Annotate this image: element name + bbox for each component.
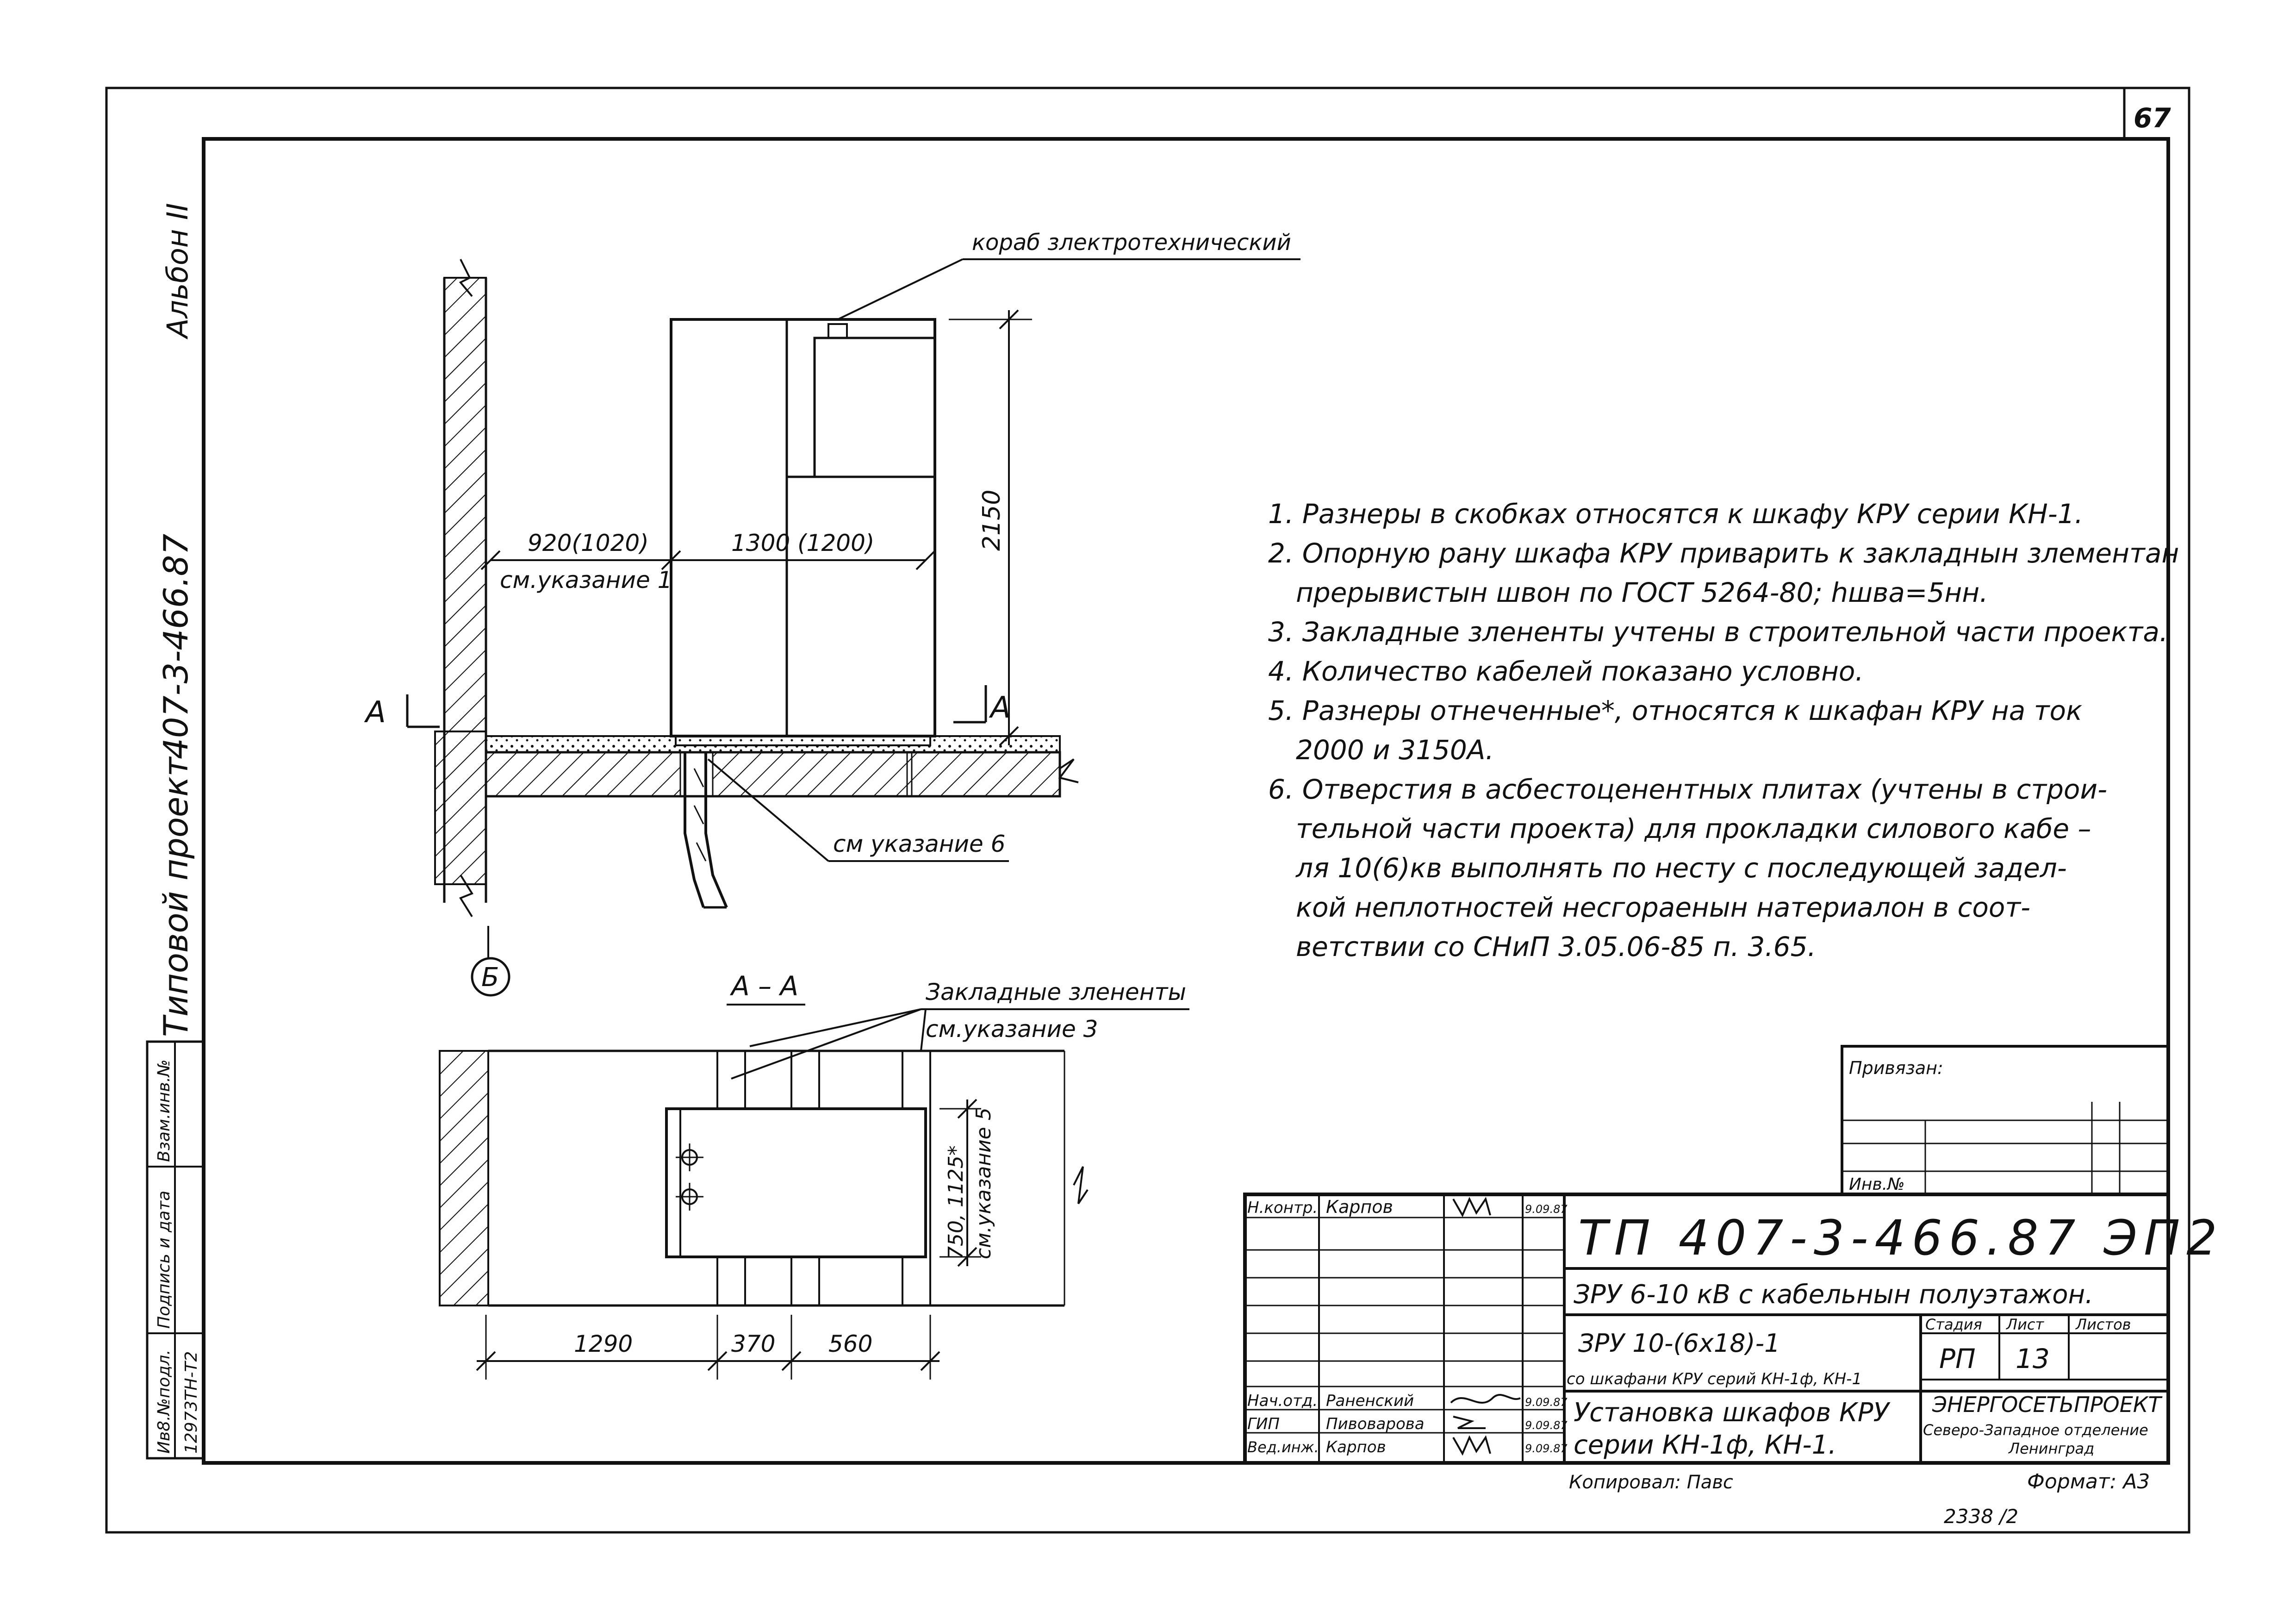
copied-by: Копировал: Павс [1569, 1472, 1733, 1493]
org-line-2: Северо-Западное отделение [1923, 1421, 2148, 1439]
section-a-a-view [440, 970, 1189, 1380]
note-line-9: тельной части проекта) для прокладки силового кабе – [1296, 813, 2091, 844]
sig-role-3: ГИП [1247, 1415, 1280, 1433]
sig-date-2: 9.09.87 [1525, 1396, 1568, 1409]
note-ref-1: см.указание 1 [500, 567, 672, 593]
document-designation: ТП 407-3-466.87 ЭП2 [1578, 1210, 2224, 1266]
sheet-header: Лист [2006, 1316, 2044, 1333]
sig-role-1: Н.контр. [1247, 1199, 1318, 1217]
dim-2150: 2150 [978, 489, 1006, 551]
elevation-view [364, 230, 1300, 995]
left-margin [147, 203, 204, 1458]
signature-mark-4 [1453, 1437, 1490, 1454]
note-line-11: кой неплотностей несгораенын натериалон в соот- [1296, 892, 2031, 923]
title-line-2b: со шкафани КРУ серий КН-1ф, КН-1 [1567, 1370, 1862, 1388]
note-ref-3: см.указание 3 [926, 1016, 1098, 1043]
copy-number: 2338 /2 [1944, 1505, 2019, 1528]
section-wall [440, 1051, 488, 1305]
sig-role-2: Нач.отд. [1247, 1392, 1318, 1410]
title-line-3b: серии КН-1ф, КН-1. [1574, 1430, 1837, 1460]
note-line-4: 3. Закладные злененты учтены в строительной части проекта. [1268, 616, 2168, 648]
note-line-3: прерывистын швон по ГОСТ 5264-80; hшва=5нн. [1296, 577, 1988, 608]
dim-370: 370 [731, 1330, 776, 1357]
sig-name-1: Карпов [1326, 1197, 1393, 1217]
note-line-2: 2. Опорную рану шкафа КРУ приварить к закладнын злементан [1268, 537, 2179, 569]
general-notes [1268, 498, 2179, 962]
note-line-5: 4. Количество кабелей показано условно. [1268, 656, 1864, 687]
dim-560: 560 [828, 1330, 873, 1357]
project-code-vertical: 407-3-466.87 [156, 533, 195, 759]
dim-750: 750, 1125* [944, 1145, 968, 1259]
stamp-header-sign: Подпись и дата [155, 1190, 174, 1329]
title-block [1245, 1046, 2223, 1493]
floor-slab [486, 736, 1060, 752]
signature-mark-3 [1453, 1417, 1486, 1428]
inv-label: Инв.№ [1849, 1175, 1905, 1194]
signature-mark-2 [1451, 1395, 1520, 1403]
kru-cabinet [671, 319, 935, 736]
note-line-8: 6. Отверстия в асбестоценентных плитах (учтены в строи- [1268, 774, 2108, 805]
note-ref-5: см.указание 5 [972, 1107, 996, 1259]
section-title: А – А [731, 970, 799, 1002]
axis-label: Б [481, 962, 499, 993]
format-label: Формат: А3 [2027, 1470, 2150, 1493]
stamp-header-vzam: Взам.инв.№ [155, 1059, 174, 1162]
wall-hatched [444, 278, 486, 731]
cabinet-plan [666, 1109, 926, 1257]
embedded-elements-label: Закладные злененты [926, 979, 1186, 1006]
sig-name-4: Карпов [1326, 1438, 1386, 1456]
sig-date-4: 9.09.87 [1525, 1442, 1568, 1455]
album-label: Альбон II [161, 203, 194, 338]
note-line-12: ветствии со СНиП 3.05.06-85 п. 3.65. [1296, 931, 1816, 962]
stamp-header-inv: Ив8.№подл. [155, 1349, 174, 1454]
title-line-3a: Установка шкафов КРУ [1574, 1398, 1889, 1428]
stage-header: Стадия [1925, 1316, 1982, 1333]
note-ref-6: см указание 6 [833, 831, 1006, 857]
slab-hatched-left [486, 752, 680, 796]
duct-box [828, 324, 847, 338]
note-line-6: 5. Разнеры отнеченные*, относятся к шкафан КРУ на ток [1268, 695, 2083, 726]
privyazan-label: Привязан: [1849, 1058, 1943, 1078]
stamp-value: 12973ТН-Т2 [182, 1351, 201, 1454]
project-type-vertical: Типовой проект [156, 757, 195, 1037]
dim-1290: 1290 [574, 1330, 633, 1357]
org-line-3: Ленинград [2009, 1440, 2095, 1457]
dim-1300: 1300 (1200) [731, 530, 875, 556]
signature-mark-1 [1453, 1199, 1490, 1215]
duct-label: кораб злектротехнический [972, 230, 1291, 256]
title-line-2a: ЗРУ 10-(6x18)-1 [1578, 1329, 1780, 1358]
org-line-1: ЭНЕРГОСЕТЬПРОЕКТ [1932, 1392, 2161, 1417]
sig-role-4: Вед.инж. [1247, 1438, 1319, 1456]
sheet-value: 13 [2016, 1343, 2050, 1374]
sig-date-1: 9.09.87 [1525, 1203, 1568, 1216]
section-mark-right: А [990, 691, 1011, 725]
dim-920: 920(1020) [528, 530, 649, 556]
sig-name-2: Раненский [1326, 1392, 1414, 1410]
note-line-1: 1. Разнеры в скобках относятся к шкафу КРУ серии КН-1. [1268, 498, 2084, 530]
section-mark-left: А [366, 695, 386, 730]
note-line-7: 2000 и 3150А. [1296, 734, 1494, 766]
sig-date-3: 9.09.87 [1525, 1419, 1568, 1432]
stage-value: РП [1939, 1343, 1976, 1374]
sheet-number: 67 [2134, 102, 2171, 134]
sheets-header: Листов [2076, 1316, 2131, 1333]
sig-name-3: Пивоварова [1326, 1415, 1425, 1433]
note-line-10: ля 10(6)кв выполнять по несту с последующей задел- [1296, 852, 2067, 884]
slab-hatched-right [713, 752, 912, 796]
title-line-1: ЗРУ 6-10 кВ с кабельнын полуэтажон. [1574, 1280, 2093, 1310]
cable [685, 752, 703, 907]
